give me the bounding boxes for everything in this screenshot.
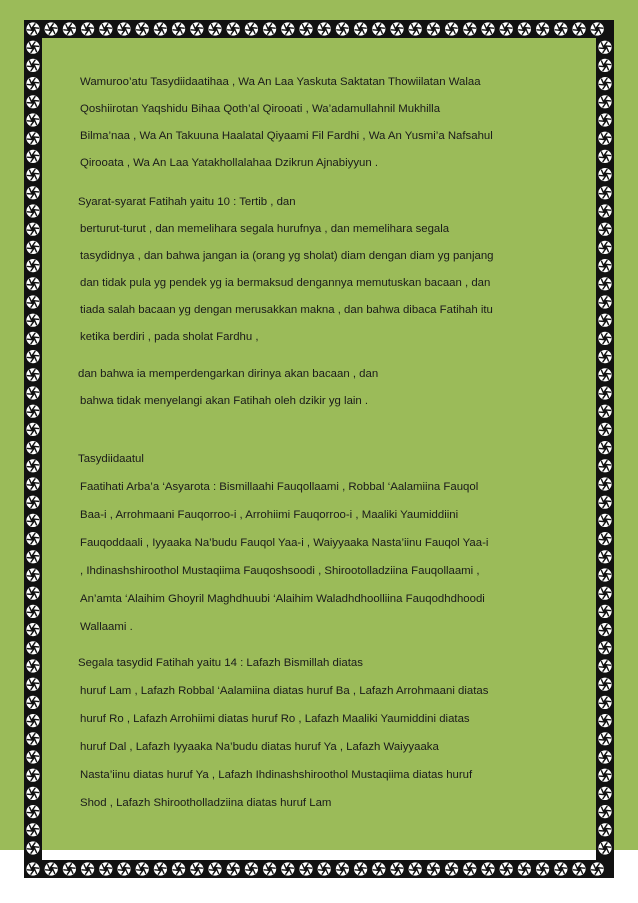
text-line: tiada salah bacaan yg dengan merusakkan makna , dan bahwa dibaca Fatihah itu bbox=[80, 304, 493, 316]
text-line: An’amta ‘Alaihim Ghoyril Maghdhuubi ‘Alaihim Waladhdhoolliina Fauqodhdhoodi bbox=[80, 593, 485, 605]
text-line: huruf Dal , Lafazh Iyyaaka Na’budu diatas huruf Ya , Lafazh Waiyyaaka bbox=[80, 741, 439, 753]
text-line: ketika berdiri , pada sholat Fardhu , bbox=[80, 331, 259, 343]
text-line: Tasydiidaatul bbox=[78, 453, 144, 465]
text-line: berturut-turut , dan memelihara segala hurufnya , dan memelihara segala bbox=[80, 223, 450, 235]
text-line: Wallaami . bbox=[80, 621, 133, 633]
text-line: Faatihati Arba’a ‘Asyarota : Bismillaahi Fauqollaami , Robbal ‘Aalamiina Fauqol bbox=[80, 481, 479, 493]
text-line: dan tidak pula yg pendek yg ia bermaksud dengannya memutuskan bacaan , dan bbox=[80, 277, 491, 289]
text-line: dan bahwa ia memperdengarkan dirinya akan bacaan , dan bbox=[78, 368, 379, 380]
text-line: huruf Ro , Lafazh Arrohiimi diatas huruf Ro , Lafazh Maaliki Yaumiddini diatas bbox=[80, 713, 470, 725]
text-line: Qirooata , Wa An Laa Yatakhollalahaa Dzikrun Ajnabiyyun . bbox=[80, 157, 379, 169]
text-line: bahwa tidak menyelangi akan Fatihah oleh dzikir yg lain . bbox=[80, 395, 369, 407]
text-line: Baa-i , Arrohmaani Fauqorroo-i , Arrohiimi Fauqorroo-i , Maaliki Yaumiddiini bbox=[80, 509, 459, 521]
text-line: Shod , Lafazh Shirootholladziina diatas huruf Lam bbox=[80, 797, 332, 809]
text-line: tasydidnya , dan bahwa jangan ia (orang yg sholat) diam dengan diam yg panjang bbox=[80, 250, 494, 262]
text-line: Qoshiirotan Yaqshidu Bihaa Qoth’al Qirooati , Wa’adamullahnil Mukhilla bbox=[80, 103, 441, 115]
text-line: huruf Lam , Lafazh Robbal ‘Aalamiina diatas huruf Ba , Lafazh Arrohmaani diatas bbox=[80, 685, 489, 697]
text-line: Fauqoddaali , Iyyaaka Na’budu Fauqol Yaa-i , Waiyyaaka Nasta’iinu Fauqol Yaa-i bbox=[80, 537, 489, 549]
text-line: Wamuroo’atu Tasydiidaatihaa , Wa An Laa Yaskuta Saktatan Thowiilatan Walaa bbox=[80, 76, 481, 88]
text-line: Syarat-syarat Fatihah yaitu 10 : Tertib , dan bbox=[78, 196, 296, 208]
text-line: Bilma’naa , Wa An Takuuna Haalatal Qiyaami Fil Fardhi , Wa An Yusmi’a Nafsahul bbox=[80, 130, 493, 142]
text-line: Nasta’iinu diatas huruf Ya , Lafazh Ihdinashshiroothol Mustaqiima diatas huruf bbox=[80, 769, 473, 781]
text-line: , Ihdinashshiroothol Mustaqiima Fauqoshsoodi , Shirootolladziina Fauqollaami , bbox=[80, 565, 480, 577]
text-line: Segala tasydid Fatihah yaitu 14 : Lafazh Bismillah diatas bbox=[78, 657, 363, 669]
